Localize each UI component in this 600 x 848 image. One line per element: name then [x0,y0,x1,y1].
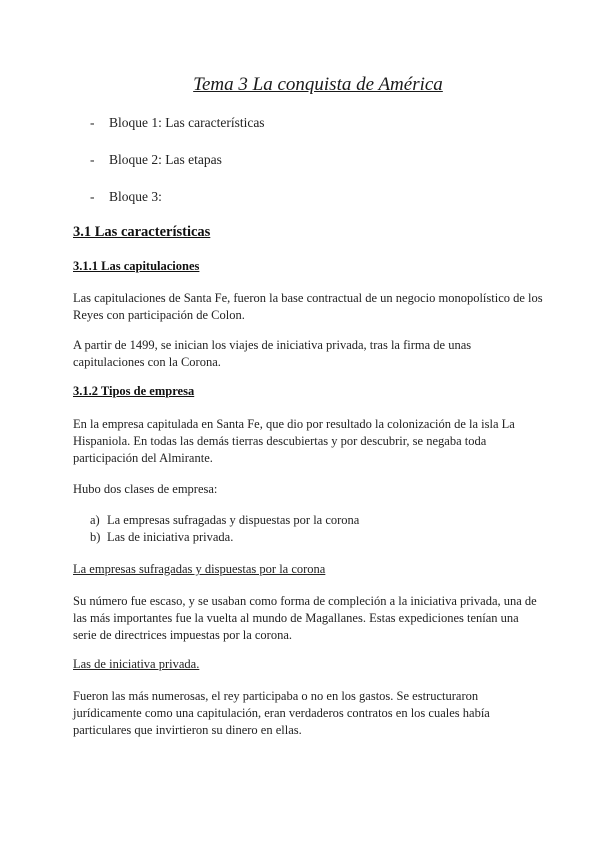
paragraph-capitulaciones-2 [73,337,533,371]
list-marker: b) [90,530,101,544]
text-line: Su número fue escaso, y se usaban como forma de compleción a la iniciativa privada, una de [73,594,537,608]
text-line: Fueron las más numerosas, el rey participaba o no en los gastos. Se estructuraron [73,689,479,703]
paragraph-tipos-empresa [73,416,533,467]
bloque-text: Bloque 2: Las etapas [109,152,222,167]
bullet-dash: - [90,115,95,130]
subheading-iniciativa-privada: Las de iniciativa privada. [73,657,200,671]
text-line: A partir de 1499, se inician los viajes de iniciativa privada, tras la firma de unas [73,338,472,352]
list-item-a [90,513,359,528]
bloque-text: Bloque 3: [109,189,162,204]
document-title: Tema 3 La conquista de América [193,74,443,95]
bullet-dash: - [90,152,95,167]
text-line: participación del Almirante. [73,451,213,465]
paragraph-iniciativa-privada [73,688,533,739]
section-heading-3-1: 3.1 Las características [73,224,211,240]
text-line: En la empresa capitulada en Santa Fe, que dio por resultado la colonización de la isla La [73,417,515,431]
list-text: Las de iniciativa privada. [107,530,234,544]
text-line: particulares que invirtieron su dinero en ellas. [73,723,302,737]
bloque-item-3 [90,189,162,205]
text-line: Hubo dos clases de empresa: [73,482,218,496]
paragraph-clases-empresa [73,481,533,498]
section-heading-3-1-2: 3.1.2 Tipos de empresa [73,384,195,398]
text-line: Hispaniola. En todas las demás tierras descubiertas y por descubrir, se negaba toda [73,434,487,448]
section-heading-3-1-1: 3.1.1 Las capitulaciones [73,259,200,273]
text-line: jurídicamente como una capitulación, eran verdaderos contratos en los cuales había [73,706,490,720]
text-line: Las capitulaciones de Santa Fe, fueron la base contractual de un negocio monopolístico de los [73,291,543,305]
list-text: La empresas sufragadas y dispuestas por la corona [107,513,360,527]
bullet-dash: - [90,189,95,204]
bloque-item-2 [90,152,222,168]
text-line: serie de directrices impuestas por la corona. [73,628,293,642]
text-line: capitulaciones con la Corona. [73,355,221,369]
list-marker: a) [90,513,100,527]
bloque-text: Bloque 1: Las características [109,115,265,130]
bloque-item-1 [90,115,265,131]
subheading-empresas-corona: La empresas sufragadas y dispuestas por la corona [73,562,326,576]
paragraph-capitulaciones-1 [73,290,543,324]
paragraph-empresas-corona [73,593,537,644]
list-item-b [90,530,233,545]
text-line: las más importantes fue la vuelta al mundo de Magallanes. Estas expediciones tenían una [73,611,519,625]
text-line: Reyes con participación de Colon. [73,308,245,322]
